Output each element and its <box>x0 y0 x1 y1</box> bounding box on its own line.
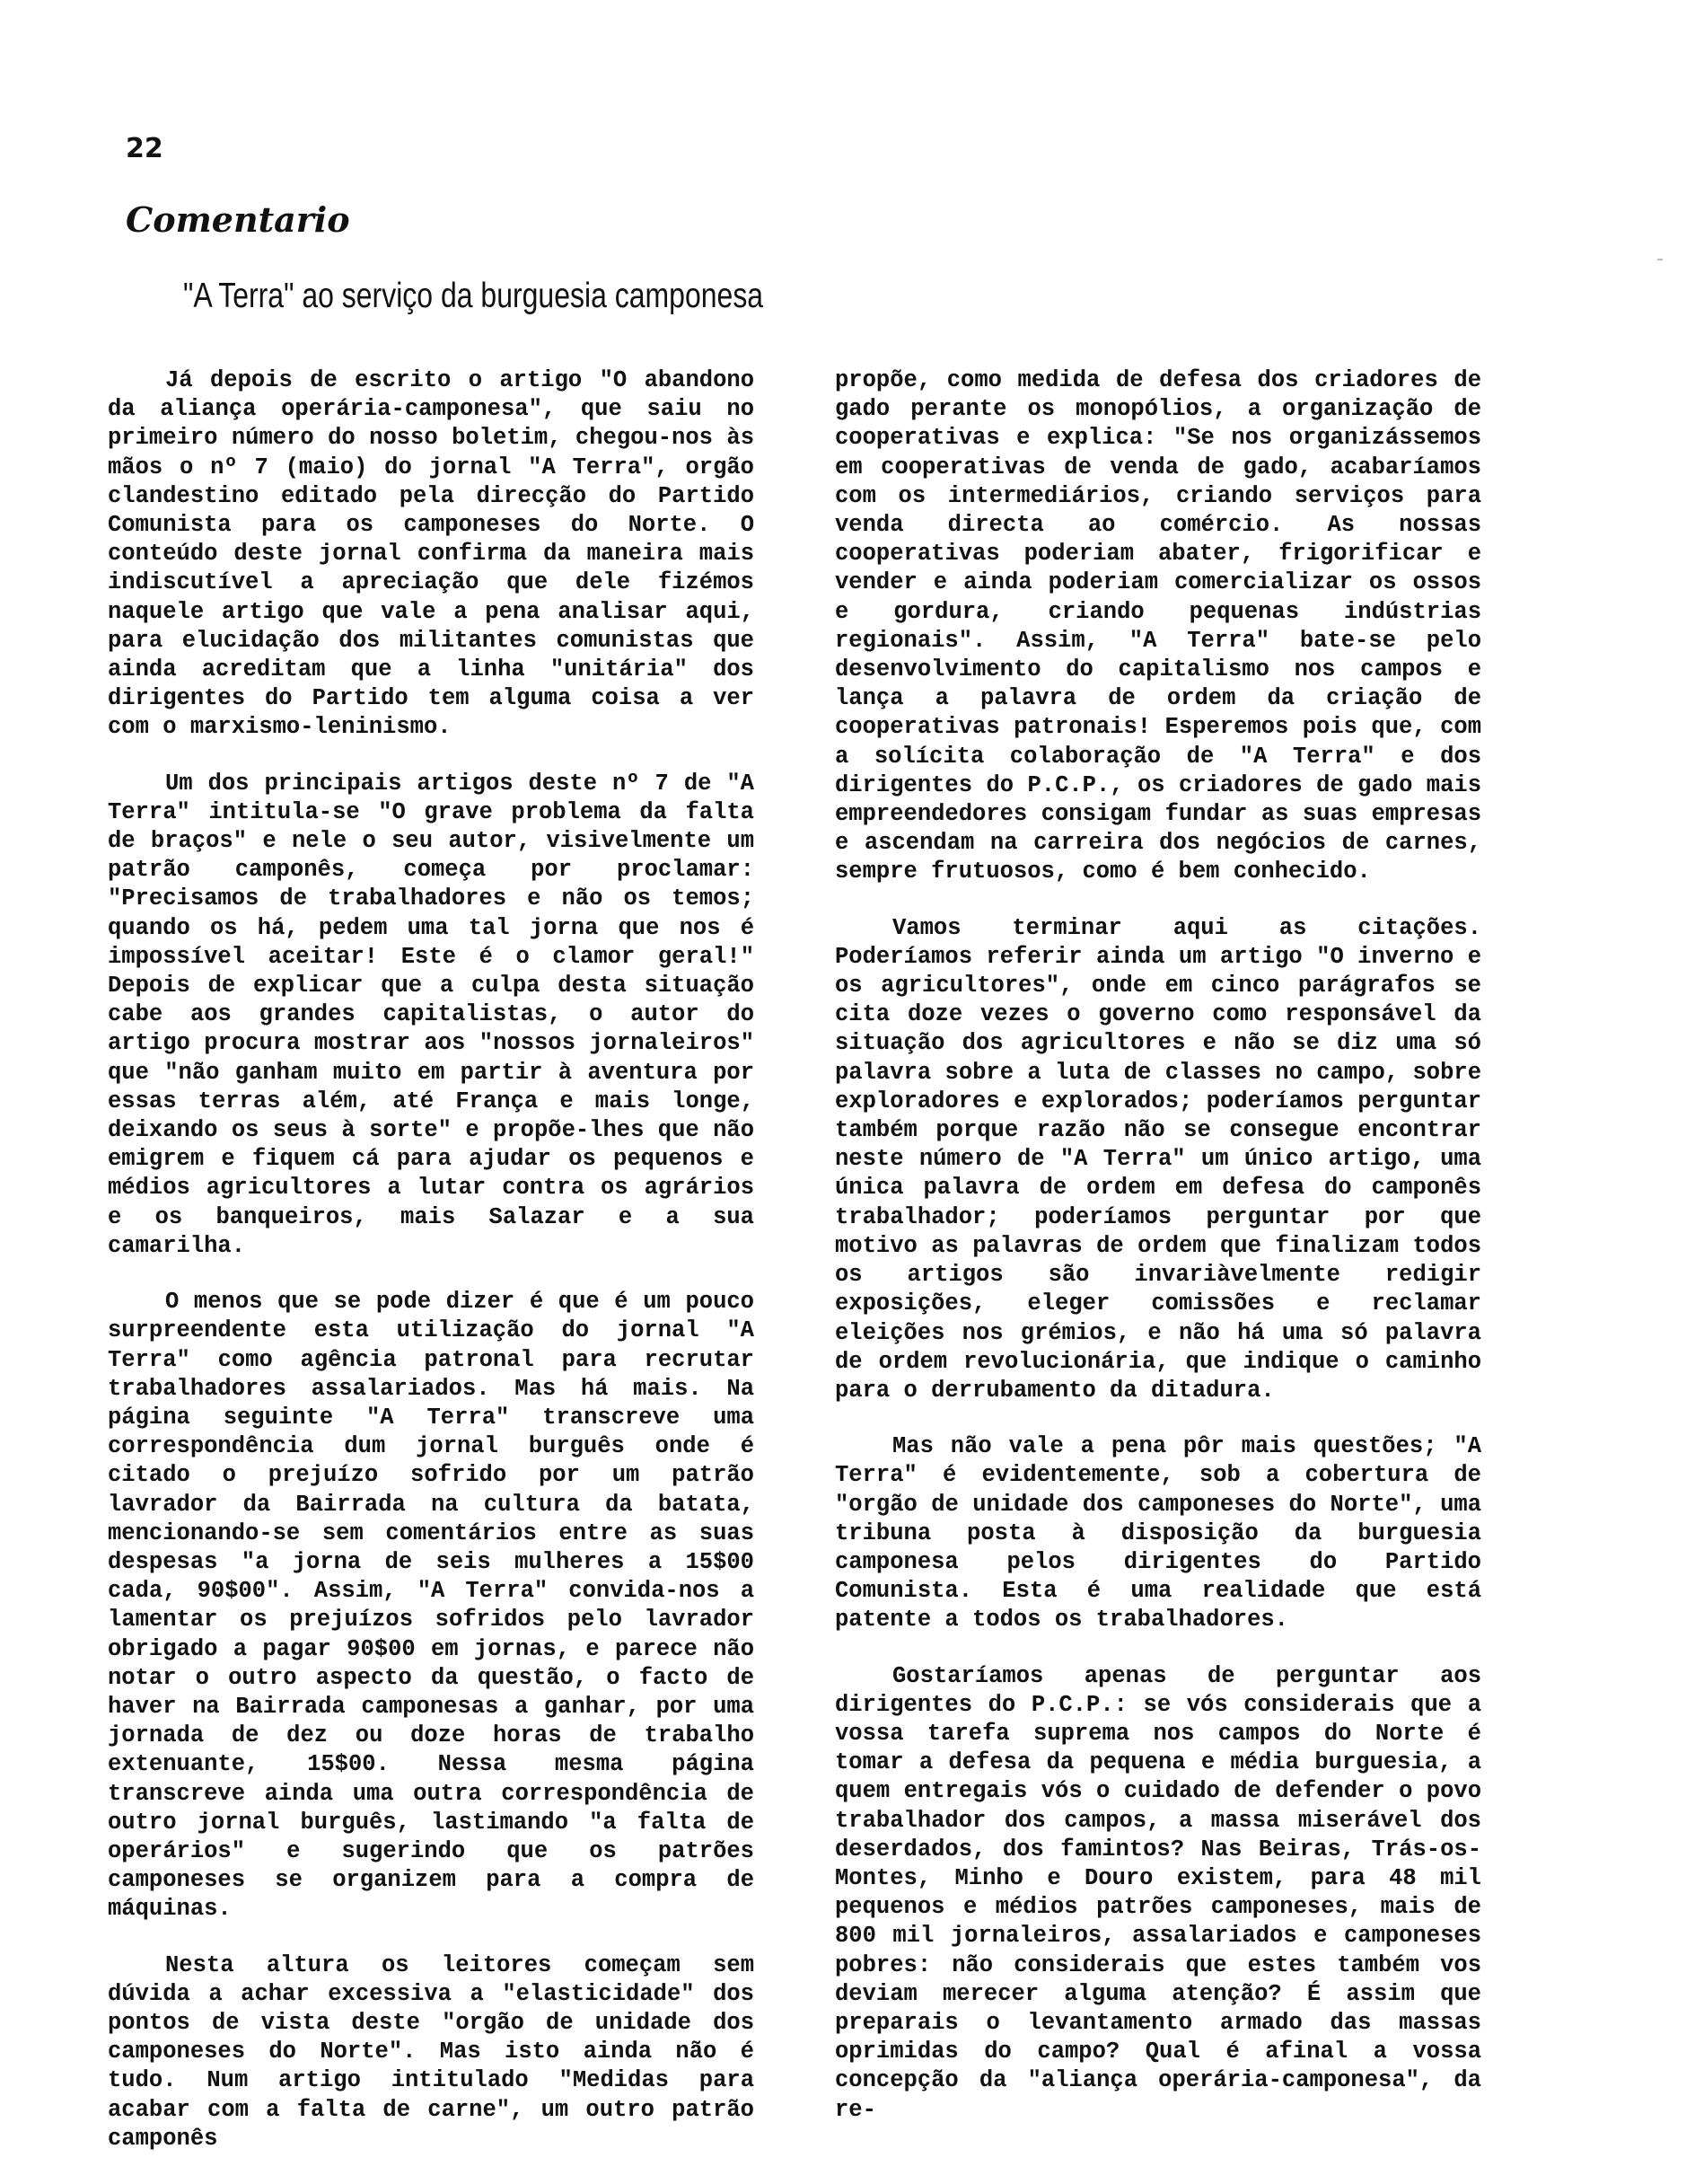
left-column <box>108 366 754 2180</box>
paragraph: O menos que se pode dizer é que é um pouco surpreendente esta utilização do jornal "A Terra" como agência patronal para recrutar trabalhadores assalariados. Mas há mais. Na página seguinte "A Terra" transcreve uma correspondência dum jornal burguês onde é citado o prejuízo sofrido por um patrão lavrador da Bairrada na cultura da batata, mencionando-se sem comentários entre as suas despesas "a jorna de seis mulheres a 15$00 cada, 90$00". Assim, "A Terra" convida-nos a lamentar os prejuízos sofridos pelo lavrador obrigado a pagar 90$00 em jornas, e parece não notar o outro aspecto da questão, o facto de haver na Bairrada camponesas a ganhar, por uma jornada de dez ou doze horas de trabalho extenuante, 15$00. Nessa mesma página transcreve ainda uma outra correspondência de outro jornal burguês, lastimando "a falta de operários" e sugerindo que os patrões camponeses se organizem para a compra de máquinas. <box>108 1289 754 1923</box>
article-title: "A Terra" ao serviço da burguesia camponesa <box>183 277 764 315</box>
scan-mark <box>1657 259 1663 260</box>
paragraph: Mas não vale a pena pôr mais questões; "A Terra" é evidentemente, sob a cobertura de "orgão de unidade dos camponeses do Norte", uma tribuna posta à disposição da burguesia camponesa pelos dirigentes do Partido Comunista. Esta é uma realidade que está patente a todos os trabalhadores. <box>835 1433 1481 1634</box>
page-number: 22 <box>126 133 163 164</box>
paragraph: Nesta altura os leitores começam sem dúvida a achar excessiva a "elasticidade" dos pontos de vista deste "orgão de unidade dos camponeses do Norte". Mas isto ainda não é tudo. Num artigo intitulado "Medidas para acabar com a falta de carne", um outro patrão camponês <box>108 1951 754 2152</box>
section-label: Comentario <box>126 199 350 240</box>
right-column <box>835 366 1481 2152</box>
paragraph: Já depois de escrito o artigo "O abandono da aliança operária-camponesa", que saiu no primeiro número do nosso boletim, chegou-nos às mãos o nº 7 (maio) do jornal "A Terra", orgão clandestino editado pela direcção do Partido Comunista para os camponeses do Norte. O conteúdo deste jornal confirma da maneira mais indiscutível a apreciação que dele fizémos naquele artigo que vale a pena analisar aqui, para elucidação dos militantes comunistas que ainda acreditam que a linha "unitária" dos dirigentes do Partido tem alguma coisa a ver com o marxismo-leninismo. <box>108 367 754 741</box>
paragraph: Vamos terminar aqui as citações. Poderíamos referir ainda um artigo "O inverno e os agricultores", onde em cinco parágrafos se cita doze vezes o governo como responsável da situação dos agricultores e não se diz uma só palavra sobre a luta de classes no campo, sobre exploradores e explorados; poderíamos perguntar também porque razão não se consegue encontrar neste número de "A Terra" um único artigo, uma única palavra de ordem em defesa do camponês trabalhador; poderíamos perguntar por que motivo as palavras de ordem que finalizam todos os artigos são invariàvelmente redigir exposições, eleger comissões e reclamar eleições nos grémios, e não há uma só palavra de ordem revolucionária, que indique o caminho para o derrubamento da ditadura. <box>835 914 1481 1404</box>
paragraph: Gostaríamos apenas de perguntar aos dirigentes do P.C.P.: se vós considerais que a vossa tarefa suprema nos campos do Norte é tomar a defesa da pequena e média burguesia, a quem entregais vós o cuidado de defender o povo trabalhador dos campos, a massa miserável dos deserdados, dos famintos? Nas Beiras, Trás-os-Montes, Minho e Douro existem, para 48 mil pequenos e médios patrões camponeses, mais de 800 mil jornaleiros, assalariados e camponeses pobres: não considerais que estes também vos deviam merecer alguma atenção? É assim que preparais o levantamento armado das massas oprimidas do campo? Qual é afinal a vossa concepção da "aliança operária-camponesa", da re- <box>835 1662 1481 2123</box>
paragraph: propõe, como medida de defesa dos criadores de gado perante os monopólios, a organização de cooperativas e explica: "Se nos organizássemos em cooperativas de venda de gado, acabaríamos com os intermediários, criando serviços para venda directa ao comércio. As nossas cooperativas poderiam abater, frigorificar e vender e ainda poderiam comercializar os ossos e gordura, criando pequenas indústrias regionais". Assim, "A Terra" bate-se pelo desenvolvimento do capitalismo nos campos e lança a palavra de ordem da criação de cooperativas patronais! Esperemos pois que, com a solícita colaboração de "A Terra" e dos dirigentes do P.C.P., os criadores de gado mais empreendedores consigam fundar as suas empresas e ascendam na carreira dos negócios de carnes, sempre frutuosos, como é bem conhecido. <box>835 367 1481 885</box>
paragraph: Um dos principais artigos deste nº 7 de "A Terra" intitula-se "O grave problema da falta de braços" e nele o seu autor, visivelmente um patrão camponês, começa por proclamar: "Precisamos de trabalhadores e não os temos; quando os há, pedem uma tal jorna que nos é impossível aceitar! Este é o clamor geral!" Depois de explicar que a culpa desta situação cabe aos grandes capitalistas, o autor do artigo procura mostrar aos "nossos jornaleiros" que "não ganham muito em partir à aventura por essas terras além, até França e mais longe, deixando os seus à sorte" e propõe-lhes que não emigrem e fiquem cá para ajudar os pequenos e médios agricultores a lutar contra os agrários e os banqueiros, mais Salazar e a sua camarilha. <box>108 770 754 1259</box>
